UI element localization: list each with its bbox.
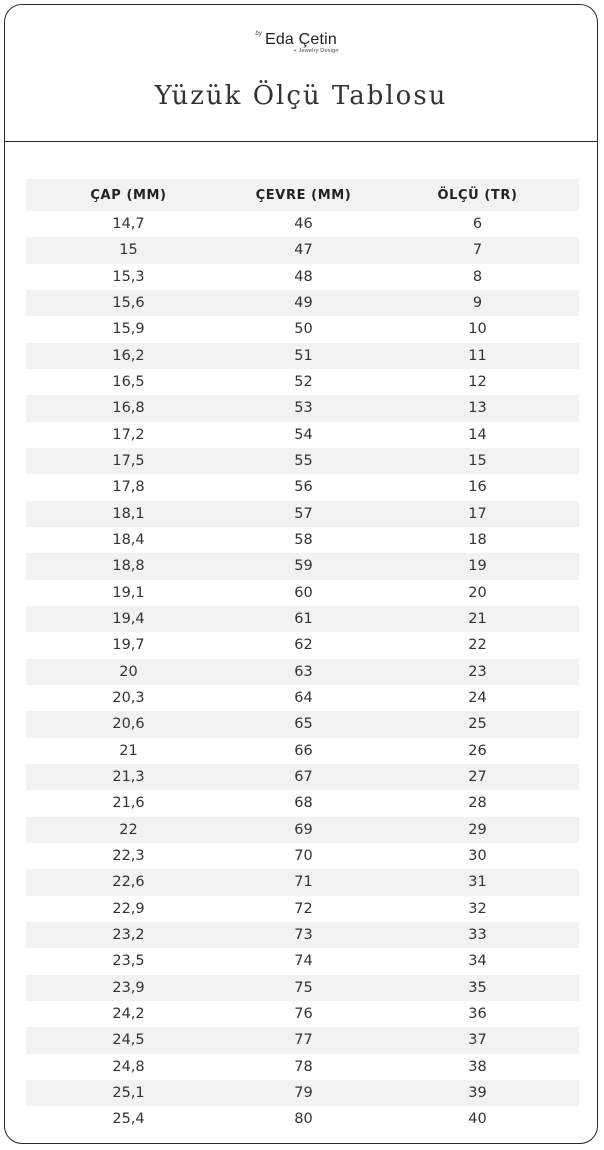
cell-circumference: 59 — [231, 553, 376, 579]
cell-circumference: 73 — [231, 922, 376, 948]
cell-size: 21 — [376, 606, 579, 632]
cell-circumference: 63 — [231, 659, 376, 685]
cell-circumference: 57 — [231, 501, 376, 527]
table-row — [26, 527, 579, 553]
cell-diameter: 15 — [26, 237, 231, 263]
table-row — [26, 817, 579, 843]
cell-circumference: 72 — [294, 900, 313, 917]
cell-circumference: 80 — [294, 1111, 313, 1128]
cell-circumference: 48 — [294, 268, 313, 285]
cell-size: 12 — [468, 374, 487, 391]
cell-circumference: 50 — [294, 321, 313, 338]
cell-size: 30 — [468, 848, 487, 865]
ring-size-table — [26, 179, 579, 1132]
brand-by: by — [255, 31, 263, 37]
cell-diameter: 25,4 — [112, 1111, 145, 1128]
cell-diameter: 15,9 — [112, 321, 145, 338]
cell-size: 26 — [468, 742, 487, 759]
table-row — [26, 1001, 579, 1027]
cell-size: 39 — [376, 1080, 579, 1106]
cell-size: 36 — [468, 1006, 487, 1022]
cell-circumference: 56 — [294, 479, 313, 496]
table-row — [26, 553, 579, 579]
cell-circumference: 58 — [294, 532, 313, 549]
cell-size: 22 — [468, 637, 487, 654]
cell-size: 10 — [468, 321, 487, 338]
table-row — [26, 711, 579, 737]
table-row — [26, 237, 579, 263]
cell-diameter: 21 — [119, 742, 138, 759]
cell-diameter: 21,3 — [26, 764, 231, 790]
cell-diameter: 17,2 — [112, 426, 145, 443]
cell-size: 38 — [468, 1058, 487, 1075]
table-row — [26, 501, 579, 527]
table-row — [26, 896, 579, 922]
cell-size: 6 — [472, 216, 483, 233]
cell-circumference: 54 — [294, 426, 313, 443]
cell-circumference: 69 — [231, 817, 376, 843]
table-row — [26, 395, 579, 421]
cell-size: 9 — [376, 290, 579, 316]
table-row — [26, 1080, 579, 1106]
cell-diameter: 24,5 — [26, 1027, 231, 1053]
cell-size: 16 — [468, 479, 487, 496]
table-row — [26, 843, 579, 869]
table-row — [26, 685, 579, 711]
cell-circumference: 76 — [294, 1006, 313, 1022]
table-row — [26, 1106, 579, 1132]
table-body — [26, 211, 579, 1132]
cell-size: 32 — [468, 900, 487, 917]
cell-size: 27 — [376, 764, 579, 790]
table-row — [26, 448, 579, 474]
table-header-row — [26, 179, 579, 211]
column-header-diameter: ÇAP (MM) — [26, 179, 231, 211]
table-row — [26, 869, 579, 895]
cell-size: 14 — [468, 426, 487, 443]
cell-size: 35 — [376, 975, 579, 1001]
cell-diameter: 23,9 — [26, 975, 231, 1001]
table-row — [26, 290, 579, 316]
cell-diameter: 19,1 — [112, 584, 145, 601]
table-row — [26, 474, 579, 500]
table-row — [26, 264, 579, 290]
cell-diameter: 16,8 — [26, 395, 231, 421]
cell-diameter: 19,7 — [112, 637, 145, 654]
table-row — [26, 1054, 579, 1080]
table-row — [26, 659, 579, 685]
cell-circumference: 52 — [294, 374, 313, 391]
cell-circumference: 67 — [231, 764, 376, 790]
cell-circumference: 46 — [294, 216, 313, 233]
size-chart-card — [4, 4, 598, 1144]
cell-circumference: 66 — [294, 742, 313, 759]
cell-size: 31 — [376, 869, 579, 895]
cell-size: 25 — [376, 711, 579, 737]
cell-diameter: 22,9 — [112, 900, 145, 917]
table-row — [26, 369, 579, 395]
cell-circumference: 78 — [294, 1058, 313, 1075]
cell-diameter: 18,4 — [112, 532, 145, 549]
cell-size: 34 — [468, 953, 487, 970]
cell-circumference: 77 — [231, 1027, 376, 1053]
cell-circumference: 74 — [294, 953, 313, 970]
cell-circumference: 53 — [231, 395, 376, 421]
header — [5, 5, 597, 142]
cell-size: 29 — [376, 817, 579, 843]
table-row — [26, 422, 579, 448]
column-header-circumference: ÇEVRE (MM) — [231, 179, 376, 211]
cell-diameter: 15,3 — [112, 268, 145, 285]
cell-size: 23 — [376, 659, 579, 685]
cell-size: 37 — [376, 1027, 579, 1053]
cell-size: 24 — [468, 690, 487, 707]
cell-diameter: 22 — [26, 817, 231, 843]
brand-logo — [5, 31, 597, 57]
cell-size: 28 — [468, 795, 487, 812]
cell-size: 33 — [376, 922, 579, 948]
cell-size: 7 — [376, 237, 579, 263]
table-row — [26, 1027, 579, 1053]
cell-diameter: 22,6 — [26, 869, 231, 895]
cell-size: 11 — [376, 343, 579, 369]
cell-size: 15 — [376, 448, 579, 474]
cell-diameter: 24,2 — [112, 1006, 145, 1022]
cell-diameter: 23,5 — [112, 953, 145, 970]
cell-circumference: 49 — [231, 290, 376, 316]
cell-size: 18 — [468, 532, 487, 549]
cell-diameter: 18,8 — [26, 553, 231, 579]
table-row — [26, 922, 579, 948]
cell-circumference: 70 — [294, 848, 313, 865]
cell-circumference: 75 — [231, 975, 376, 1001]
table-row — [26, 764, 579, 790]
cell-diameter: 18,1 — [26, 501, 231, 527]
cell-size: 19 — [376, 553, 579, 579]
cell-circumference: 64 — [294, 690, 313, 707]
table-row — [26, 975, 579, 1001]
cell-diameter: 14,7 — [112, 216, 145, 233]
cell-circumference: 60 — [294, 584, 313, 601]
cell-size: 20 — [468, 584, 487, 601]
cell-diameter: 20,3 — [112, 690, 145, 707]
cell-size: 40 — [468, 1111, 487, 1128]
cell-diameter: 20,6 — [26, 711, 231, 737]
cell-circumference: 71 — [231, 869, 376, 895]
cell-diameter: 25,1 — [26, 1080, 231, 1106]
table-row — [26, 790, 579, 816]
cell-circumference: 68 — [294, 795, 313, 812]
cell-size: 17 — [376, 501, 579, 527]
cell-circumference: 61 — [231, 606, 376, 632]
table-row — [26, 211, 579, 237]
page-title: Yüzük Ölçü Tablosu — [154, 81, 448, 111]
cell-diameter: 23,2 — [26, 922, 231, 948]
cell-diameter: 19,4 — [26, 606, 231, 632]
brand-wordmark — [255, 31, 339, 54]
table-row — [26, 606, 579, 632]
cell-size: 13 — [376, 395, 579, 421]
cell-circumference: 79 — [231, 1080, 376, 1106]
table-row — [26, 738, 579, 764]
table-row — [26, 948, 579, 974]
cell-circumference: 55 — [231, 448, 376, 474]
cell-circumference: 51 — [231, 343, 376, 369]
brand-name: Eda Çetin — [264, 31, 338, 48]
cell-diameter: 17,5 — [26, 448, 231, 474]
table-row — [26, 316, 579, 342]
cell-diameter: 17,8 — [112, 479, 145, 496]
cell-diameter: 22,3 — [112, 848, 145, 865]
table-row — [26, 580, 579, 606]
cell-circumference: 62 — [294, 637, 313, 654]
cell-diameter: 16,2 — [26, 343, 231, 369]
column-header-size: ÖLÇÜ (TR) — [376, 179, 579, 211]
cell-diameter: 16,5 — [112, 374, 145, 391]
cell-circumference: 65 — [231, 711, 376, 737]
table-row — [26, 632, 579, 658]
brand-tagline: + Jewelry Design — [293, 48, 339, 54]
table-row — [26, 343, 579, 369]
cell-diameter: 15,6 — [26, 290, 231, 316]
cell-diameter: 24,8 — [112, 1058, 145, 1075]
cell-size: 8 — [472, 268, 483, 285]
cell-diameter: 21,6 — [112, 795, 145, 812]
cell-diameter: 20 — [26, 659, 231, 685]
cell-circumference: 47 — [231, 237, 376, 263]
